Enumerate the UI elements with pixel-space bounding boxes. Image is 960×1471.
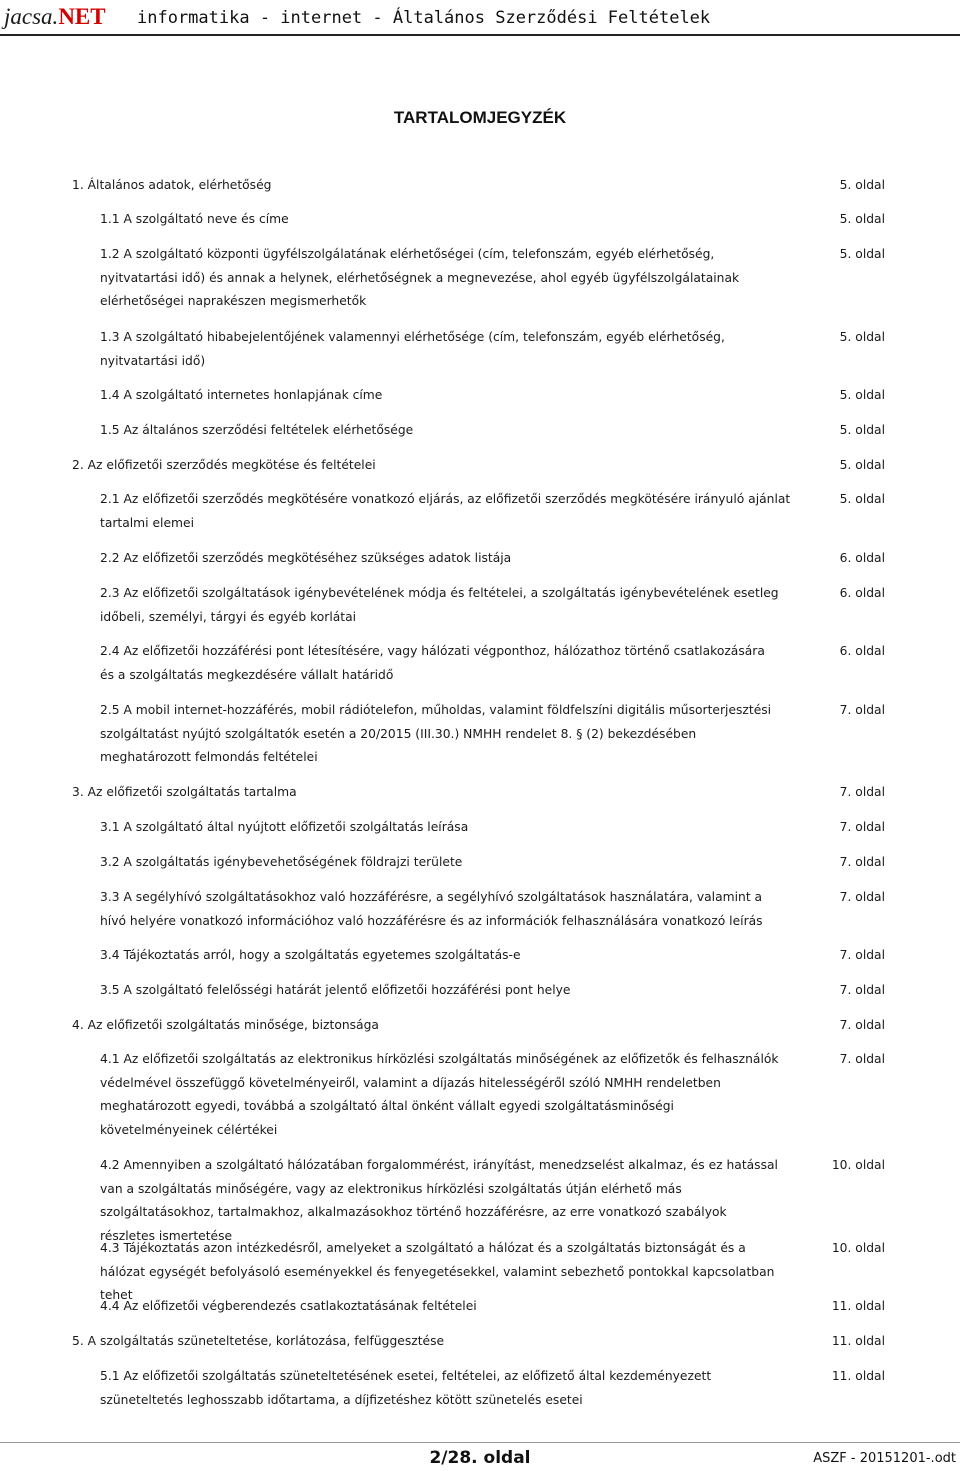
toc-entry-text: 2.1 Az előfizetői szerződés megkötésére vonatkozó eljárás, az előfizetői szerződés megkötésére irányuló ajánlat tartalmi elemei <box>100 492 791 530</box>
toc-entry[interactable] <box>100 944 800 968</box>
toc-entry[interactable] <box>100 326 800 373</box>
toc-entry-text: 4.4 Az előfizetői végberendezés csatlakoztatásának feltételei <box>100 1299 477 1313</box>
toc-entry-page[interactable]: 7. oldal <box>839 948 885 962</box>
toc-entry-page[interactable]: 7. oldal <box>839 703 885 717</box>
toc-entry-page[interactable]: 11. oldal <box>831 1369 885 1383</box>
toc-entry[interactable] <box>100 816 800 840</box>
toc-entry[interactable] <box>100 547 800 571</box>
toc-entry-text: 2.5 A mobil internet-hozzáférés, mobil rádiótelefon, műholdas, valamint földfelszíni digitális műsorterjesztési szolgáltatást nyújtó szolgáltatók esetén a 20/2015 (III.30.) NMHH rendelet 8. § (2) bekezdésében meghatározott felmondás feltételei <box>100 703 772 764</box>
toc-entry[interactable] <box>100 488 800 535</box>
toc-entry[interactable] <box>100 208 800 232</box>
toc-entry[interactable] <box>100 979 800 1003</box>
toc-entry-text: 4. Az előfizetői szolgáltatás minősége, biztonsága <box>72 1018 379 1032</box>
toc-entry[interactable] <box>100 851 800 875</box>
toc-entry[interactable] <box>100 640 780 687</box>
toc-entry-text: 3.5 A szolgáltató felelősségi határát jelentő előfizetői hozzáférési pont helye <box>100 983 571 997</box>
document-header-title: informatika - internet - Általános Szerződési Feltételek <box>137 8 711 28</box>
toc-entry-text: 3.2 A szolgáltatás igénybevehetőségének földrajzi területe <box>100 855 463 869</box>
toc-entry-page[interactable]: 7. oldal <box>839 890 885 904</box>
toc-entry-page[interactable]: 10. oldal <box>831 1241 885 1255</box>
toc-entry-text: 3.1 A szolgáltató által nyújtott előfizetői szolgáltatás leírása <box>100 820 469 834</box>
toc-entry-text: 2.3 Az előfizetői szolgáltatások igénybevételének módja és feltételei, a szolgáltatás igénybevételének esetleg időbeli, személyi, tárgyi és egyéb korlátai <box>100 586 779 624</box>
page-header <box>0 0 960 36</box>
toc-entry[interactable] <box>100 384 800 408</box>
toc-entry-text: 3.4 Tájékoztatás arról, hogy a szolgáltatás egyetemes szolgáltatás-e <box>100 948 521 962</box>
toc-entry[interactable] <box>100 699 780 770</box>
toc-entry[interactable] <box>100 1154 780 1248</box>
site-logo[interactable]: jacsa.NET <box>4 4 106 29</box>
toc-entry[interactable] <box>100 1048 780 1142</box>
toc-entry-page[interactable]: 11. oldal <box>831 1334 885 1348</box>
page-number: 2/28. oldal <box>429 1448 531 1468</box>
toc-entry-page[interactable]: 10. oldal <box>831 1158 885 1172</box>
toc-entry-page[interactable]: 5. oldal <box>839 212 885 226</box>
toc-entry-page[interactable]: 5. oldal <box>839 458 885 472</box>
toc-entry-page[interactable]: 7. oldal <box>839 983 885 997</box>
toc-entry-page[interactable]: 5. oldal <box>839 247 885 261</box>
toc-entry-text: 1.1 A szolgáltató neve és címe <box>100 212 289 226</box>
toc-entry-page[interactable]: 6. oldal <box>839 551 885 565</box>
toc-entry-text: 4.3 Tájékoztatás azon intézkedésről, amelyeket a szolgáltató a hálózat és a szolgáltatás biztonságát és a hálózat egységét befolyásoló eseményekkel és fenyegetésekkel, valamint sebezhető pontokkal kapcsolatban tehet <box>100 1241 775 1302</box>
toc-entry-page[interactable]: 5. oldal <box>839 492 885 506</box>
toc-entry-text: 1.4 A szolgáltató internetes honlapjának címe <box>100 388 383 402</box>
toc-entry-text: 2.2 Az előfizetői szerződés megkötéséhez szükséges adatok listája <box>100 551 512 565</box>
toc-entry-text: 3.3 A segélyhívó szolgáltatásokhoz való hozzáférésre, a segélyhívó szolgáltatások használatára, valamint a hívó helyére vonatkozó információhoz való hozzáférésre és az információk felhasználására vonatkozó leírás <box>100 890 763 928</box>
toc-entry-text: 5.1 Az előfizetői szolgáltatás szüneteltetésének esetei, feltételei, az előfizető által kezdeményezett szüneteltetés leghosszabb időtartama, a díjfizetéshez kötött szünetelés esetei <box>100 1369 712 1407</box>
toc-entry[interactable] <box>100 1365 780 1412</box>
toc-entry[interactable] <box>100 419 800 443</box>
toc-entry-page[interactable]: 5. oldal <box>839 388 885 402</box>
toc-entry-text: 1.2 A szolgáltató központi ügyfélszolgálatának elérhetőségei (cím, telefonszám, egyéb elérhetőség, nyitvatartási idő) és annak a helynek, elérhetőségnek a megnevezése, ahol egyéb ügyfélszolgálatainak elérhetőségei naprakészen megismerhetők <box>100 247 740 308</box>
toc-title: TARTALOMJEGYZÉK <box>393 108 567 127</box>
toc-entry[interactable] <box>100 886 780 933</box>
toc-entry[interactable] <box>72 1014 792 1038</box>
toc-entry-page[interactable]: 6. oldal <box>839 644 885 658</box>
header-divider <box>0 34 960 36</box>
toc-entry-text: 5. A szolgáltatás szüneteltetése, korlátozása, felfüggesztése <box>72 1334 445 1348</box>
toc-entry-page[interactable]: 5. oldal <box>839 423 885 437</box>
toc-entry-page[interactable]: 5. oldal <box>839 330 885 344</box>
toc-entry-text: 2. Az előfizetői szerződés megkötése és feltételei <box>72 458 376 472</box>
toc-entry[interactable] <box>72 454 792 478</box>
toc-entry-page[interactable]: 11. oldal <box>831 1299 885 1313</box>
toc-entry[interactable] <box>100 1295 800 1319</box>
toc-entry[interactable] <box>100 243 740 314</box>
toc-entry-text: 1.3 A szolgáltató hibabejelentőjének valamennyi elérhetősége (cím, telefonszám, egyéb elérhetőség, nyitvatartási idő) <box>100 330 725 368</box>
toc-entry-text: 1.5 Az általános szerződési feltételek elérhetősége <box>100 423 414 437</box>
document-filename: ASZF - 20151201-.odt <box>813 1451 956 1466</box>
footer-divider <box>0 1442 960 1443</box>
toc-entry-page[interactable]: 7. oldal <box>839 855 885 869</box>
toc-entry-text: 4.1 Az előfizetői szolgáltatás az elektronikus hírközlési szolgáltatás minőségének az előfizetők és felhasználók védelmével összefüggő követelményeiről, valamint a díjazás hitelességéről szóló NMHH rendeletben meghatározott egyedi, továbbá a szolgáltató által önként vállalt egyedi szolgáltatásminőségi követelményeinek célértékei <box>100 1052 779 1137</box>
toc-entry-text: 1. Általános adatok, elérhetőség <box>72 178 272 192</box>
toc-entry-text: 2.4 Az előfizetői hozzáférési pont létesítésére, vagy hálózati végponthoz, hálózathoz történő csatlakozására és a szolgáltatás megkezdésére vállalt határidő <box>100 644 765 682</box>
toc-entry[interactable] <box>72 781 792 805</box>
toc-entry[interactable] <box>100 582 780 629</box>
toc-entry[interactable] <box>72 1330 792 1354</box>
toc-entry-text: 4.2 Amennyiben a szolgáltató hálózatában forgalommérést, irányítást, menedzselést alkalmaz, és ez hatással van a szolgáltatás minőségére, vagy az elektronikus hírközlési szolgáltatás útján elérhető más szolgáltatásokhoz, tartalmakhoz, alkalmazásokhoz történő hozzáférésre, az erre vonatkozó szabályok részletes ismertetése <box>100 1158 778 1243</box>
toc-entry[interactable] <box>72 174 812 198</box>
toc-entry-page[interactable]: 7. oldal <box>839 785 885 799</box>
toc-entry-text: 3. Az előfizetői szolgáltatás tartalma <box>72 785 297 799</box>
toc-entry-page[interactable]: 7. oldal <box>839 1018 885 1032</box>
toc-entry-page[interactable]: 6. oldal <box>839 586 885 600</box>
toc-entry-page[interactable]: 5. oldal <box>839 178 885 192</box>
toc-entry-page[interactable]: 7. oldal <box>839 1052 885 1066</box>
toc-entry-page[interactable]: 7. oldal <box>839 820 885 834</box>
